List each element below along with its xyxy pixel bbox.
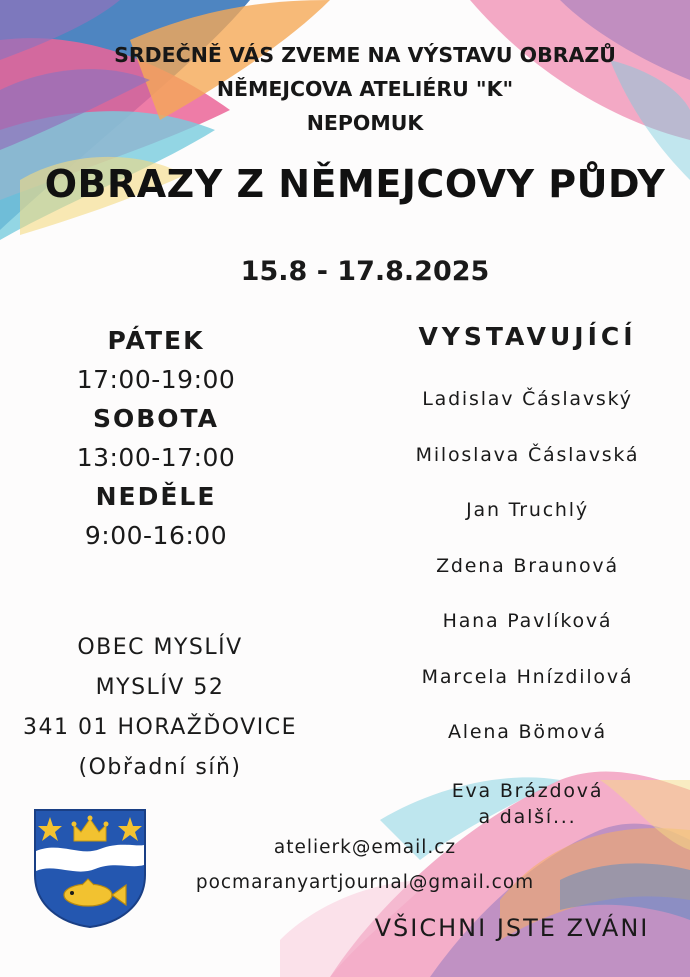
email-atelier[interactable]: atelierk@email.cz [273,837,457,858]
time-saturday: 13:00-17:00 [76,443,236,472]
invitation-text [60,38,670,140]
day-sunday: NEDĚLE [95,482,217,511]
contact-emails [165,830,565,900]
exhibitor-name: Zdena Braunová [436,554,619,577]
exhibitor-name: Jan Truchlý [466,499,589,521]
time-sunday: 9:00-16:00 [84,521,228,550]
coat-of-arms-icon [30,805,150,930]
venue-address [10,628,310,788]
exhibition-title: OBRAZY Z NĚMEJCOVY PŮDY [44,162,666,206]
day-saturday: SOBOTA [92,404,220,433]
exhibitor-name: Miloslava Čáslavská [415,443,640,466]
address-line-2: MYSLÍV 52 [95,675,225,700]
address-line-4: (Obřadní síň) [78,755,242,780]
invitation-line-3: NEPOMUK [306,111,424,135]
and-others-text: a další... [478,806,577,828]
invitation-line-2: NĚMEJCOVA ATELIÉRU "K" [216,77,514,101]
exhibitor-name: Eva Brázdová [451,780,604,802]
address-line-1: OBEC MYSLÍV [77,635,243,660]
exhibitors-more [380,778,675,830]
exhibitors-list [380,382,675,771]
invitation-line-1: SRDEČNĚ VÁS ZVEME NA VÝSTAVU OBRAZŮ [114,43,616,67]
time-friday: 17:00-19:00 [76,365,236,394]
exhibition-dates: 15.8 - 17.8.2025 [240,256,490,287]
exhibitor-name: Ladislav Čáslavský [422,388,633,410]
exhibitor-name: Marcela Hnízdilová [421,665,634,688]
opening-hours [40,322,272,556]
address-line-3: 341 01 HORAŽĎOVICE [22,715,298,740]
email-journal[interactable]: pocmaranyartjournal@gmail.com [195,872,535,893]
exhibitors-heading: VYSTAVUJÍCÍ [418,322,637,351]
exhibitor-name: Alena Bömová [448,721,607,743]
exhibitor-name: Hana Pavlíková [442,610,613,632]
day-friday: PÁTEK [107,326,205,355]
footer-slogan: VŠICHNI JSTE ZVÁNI [374,914,650,942]
